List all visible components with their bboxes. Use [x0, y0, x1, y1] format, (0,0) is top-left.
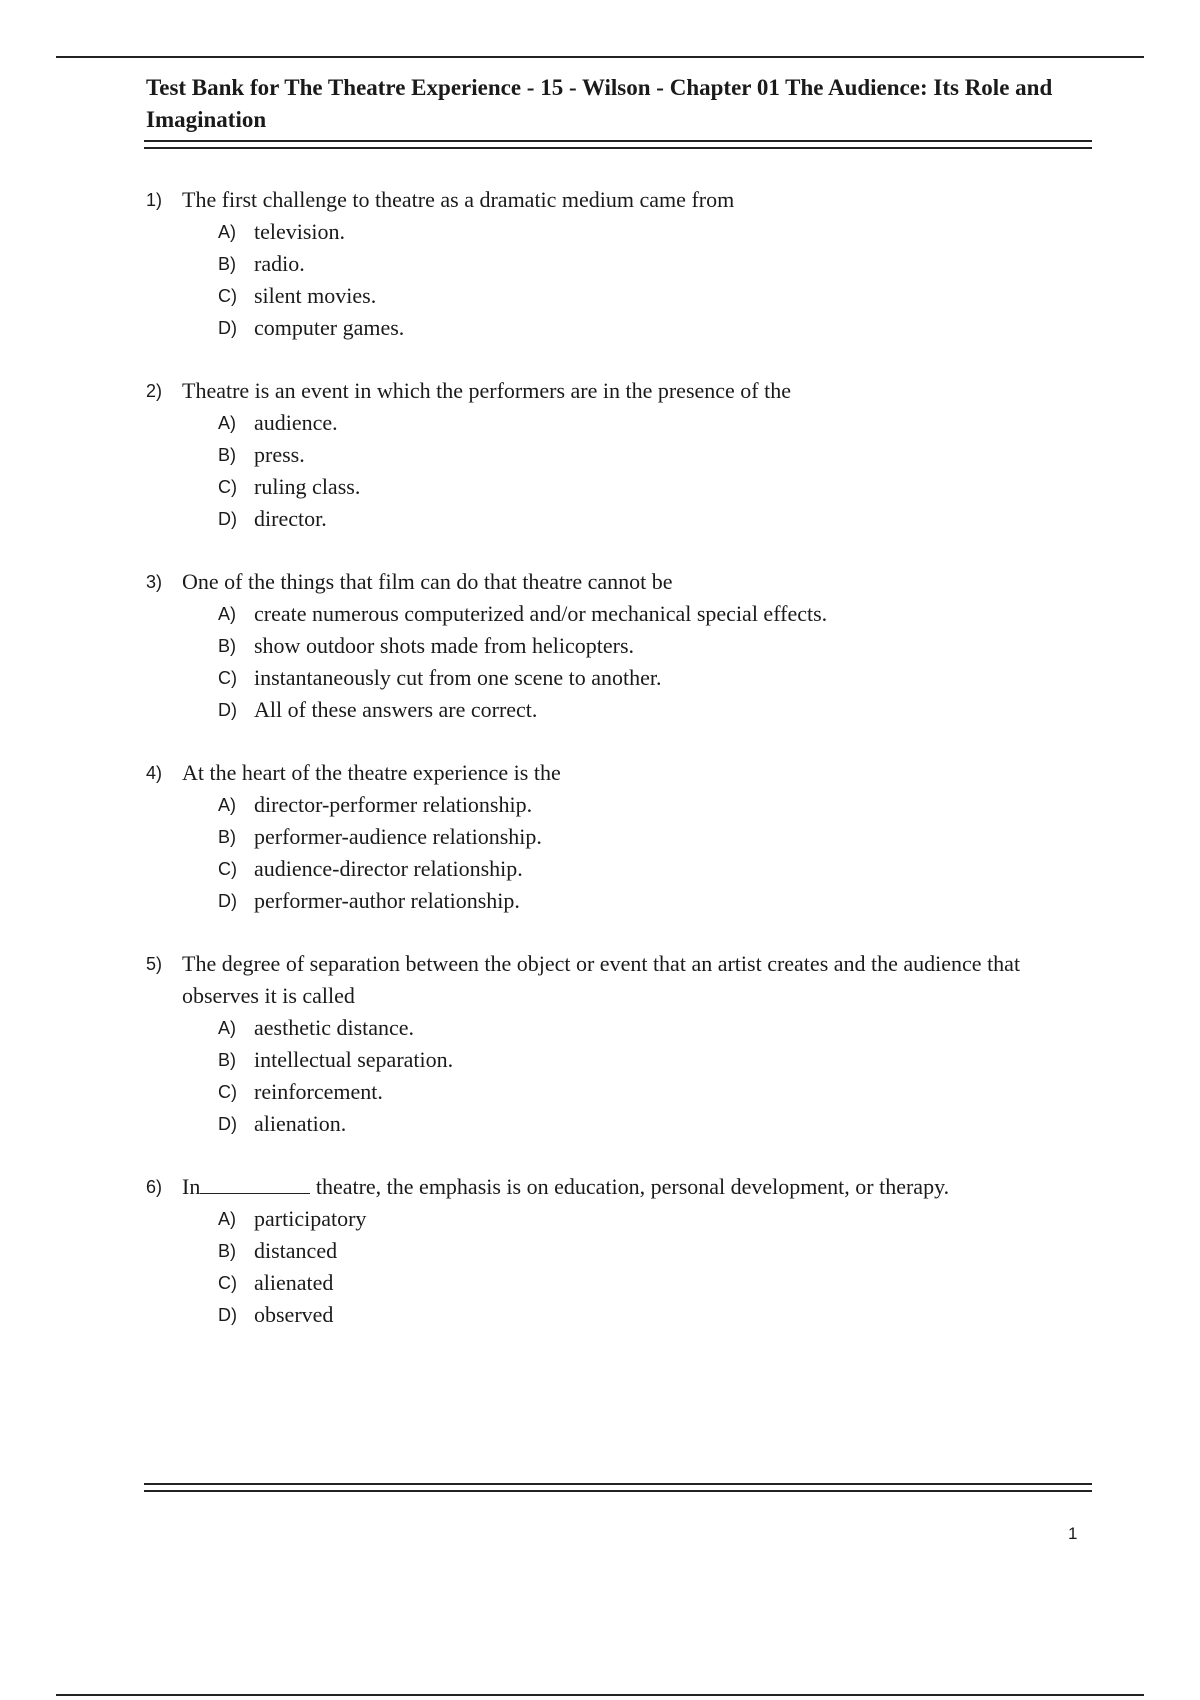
- question-5: [146, 948, 1096, 1140]
- answer-option: [146, 216, 1096, 248]
- question-number: 4): [146, 763, 163, 783]
- option-text: performer-audience relationship.: [254, 824, 542, 849]
- option-letter: C): [218, 1082, 237, 1102]
- answer-options: [146, 407, 1096, 535]
- option-letter: A): [218, 413, 236, 433]
- answer-option: [146, 1235, 1096, 1267]
- option-text: press.: [254, 442, 305, 467]
- answer-option: [146, 407, 1096, 439]
- option-letter: D): [218, 1305, 237, 1325]
- answer-options: [146, 216, 1096, 344]
- option-letter: A): [218, 1018, 236, 1038]
- answer-option: [146, 1267, 1096, 1299]
- answer-option: [146, 598, 1096, 630]
- answer-option: [146, 1076, 1096, 1108]
- option-letter: C): [218, 477, 237, 497]
- option-text: audience-director relationship.: [254, 856, 523, 881]
- option-text: television.: [254, 219, 346, 244]
- question-number: 6): [146, 1177, 163, 1197]
- option-letter: B): [218, 1050, 236, 1070]
- option-text: audience.: [254, 410, 338, 435]
- option-text: silent movies.: [254, 283, 377, 308]
- answer-option: [146, 439, 1096, 471]
- option-text: show outdoor shots made from helicopters.: [254, 633, 635, 658]
- answer-option: [146, 1299, 1096, 1331]
- answer-option: [146, 1203, 1096, 1235]
- option-letter: A): [218, 795, 236, 815]
- option-text: ruling class.: [254, 474, 361, 499]
- option-text: observed: [254, 1302, 334, 1327]
- answer-option: [146, 1108, 1096, 1140]
- option-letter: B): [218, 1241, 236, 1261]
- option-letter: C): [218, 1273, 237, 1293]
- option-text: radio.: [254, 251, 305, 276]
- option-text: instantaneously cut from one scene to another.: [254, 665, 662, 690]
- footer-double-rule: [144, 1483, 1092, 1492]
- fill-in-blank: [200, 1171, 310, 1194]
- answer-option: [146, 471, 1096, 503]
- option-letter: D): [218, 318, 237, 338]
- header-double-rule: [144, 140, 1092, 149]
- page-number: 1: [1068, 1524, 1078, 1543]
- document-title: Test Bank for The Theatre Experience - 15 - Wilson - Chapter 01 The Audience: Its Role and Imagination: [146, 75, 1053, 132]
- option-text: alienation.: [254, 1111, 347, 1136]
- question-text-after-blank: theatre, the emphasis is on education, personal development, or therapy.: [310, 1174, 950, 1199]
- question-4: [146, 757, 1096, 917]
- question-text: At the heart of the theatre experience is the: [182, 760, 561, 785]
- answer-options: [146, 789, 1096, 917]
- option-letter: D): [218, 700, 237, 720]
- option-letter: A): [218, 222, 236, 242]
- answer-option: [146, 821, 1096, 853]
- question-1: [146, 184, 1096, 344]
- option-text: intellectual separation.: [254, 1047, 454, 1072]
- question-text: One of the things that film can do that theatre cannot be: [182, 569, 673, 594]
- answer-option: [146, 853, 1096, 885]
- option-letter: C): [218, 286, 237, 306]
- question-text: The degree of separation between the object or event that an artist creates and the audience that observes it is called: [182, 951, 1021, 1008]
- question-3: [146, 566, 1096, 726]
- question-text: [182, 1171, 1096, 1203]
- option-text: computer games.: [254, 315, 405, 340]
- question-number: 3): [146, 572, 163, 592]
- answer-option: [146, 662, 1096, 694]
- answer-option: [146, 789, 1096, 821]
- question-number: 1): [146, 190, 163, 210]
- question-text: The first challenge to theatre as a dramatic medium came from: [182, 187, 735, 212]
- answer-option: [146, 312, 1096, 344]
- option-text: director-performer relationship.: [254, 792, 533, 817]
- option-text: participatory: [254, 1206, 367, 1231]
- question-text: Theatre is an event in which the performers are in the presence of the: [182, 378, 792, 403]
- option-letter: C): [218, 859, 237, 879]
- option-letter: B): [218, 827, 236, 847]
- option-letter: D): [218, 891, 237, 911]
- option-letter: B): [218, 445, 236, 465]
- question-number: 2): [146, 381, 163, 401]
- answer-options: [146, 1203, 1096, 1331]
- option-text: create numerous computerized and/or mechanical special effects.: [254, 601, 828, 626]
- option-text: alienated: [254, 1270, 334, 1295]
- option-text: performer-author relationship.: [254, 888, 520, 913]
- option-text: distanced: [254, 1238, 338, 1263]
- question-number: 5): [146, 954, 163, 974]
- option-text: director.: [254, 506, 327, 531]
- option-letter: B): [218, 636, 236, 656]
- option-letter: D): [218, 509, 237, 529]
- option-letter: A): [218, 1209, 236, 1229]
- option-text: reinforcement.: [254, 1079, 383, 1104]
- answer-option: [146, 1012, 1096, 1044]
- answer-option: [146, 503, 1096, 535]
- option-letter: D): [218, 1114, 237, 1134]
- option-letter: C): [218, 668, 237, 688]
- question-6: [146, 1171, 1096, 1331]
- answer-options: [146, 1012, 1096, 1140]
- page-top-rule: [56, 56, 1144, 58]
- answer-option: [146, 1044, 1096, 1076]
- option-text: aesthetic distance.: [254, 1015, 415, 1040]
- option-letter: B): [218, 254, 236, 274]
- answer-options: [146, 598, 1096, 726]
- answer-option: [146, 694, 1096, 726]
- answer-option: [146, 280, 1096, 312]
- question-text-before-blank: In: [182, 1174, 201, 1199]
- question-2: [146, 375, 1096, 535]
- page-bottom-rule: [56, 1694, 1144, 1696]
- question-list: [146, 184, 1096, 1362]
- option-letter: A): [218, 604, 236, 624]
- option-text: All of these answers are correct.: [254, 697, 538, 722]
- answer-option: [146, 885, 1096, 917]
- answer-option: [146, 248, 1096, 280]
- answer-option: [146, 630, 1096, 662]
